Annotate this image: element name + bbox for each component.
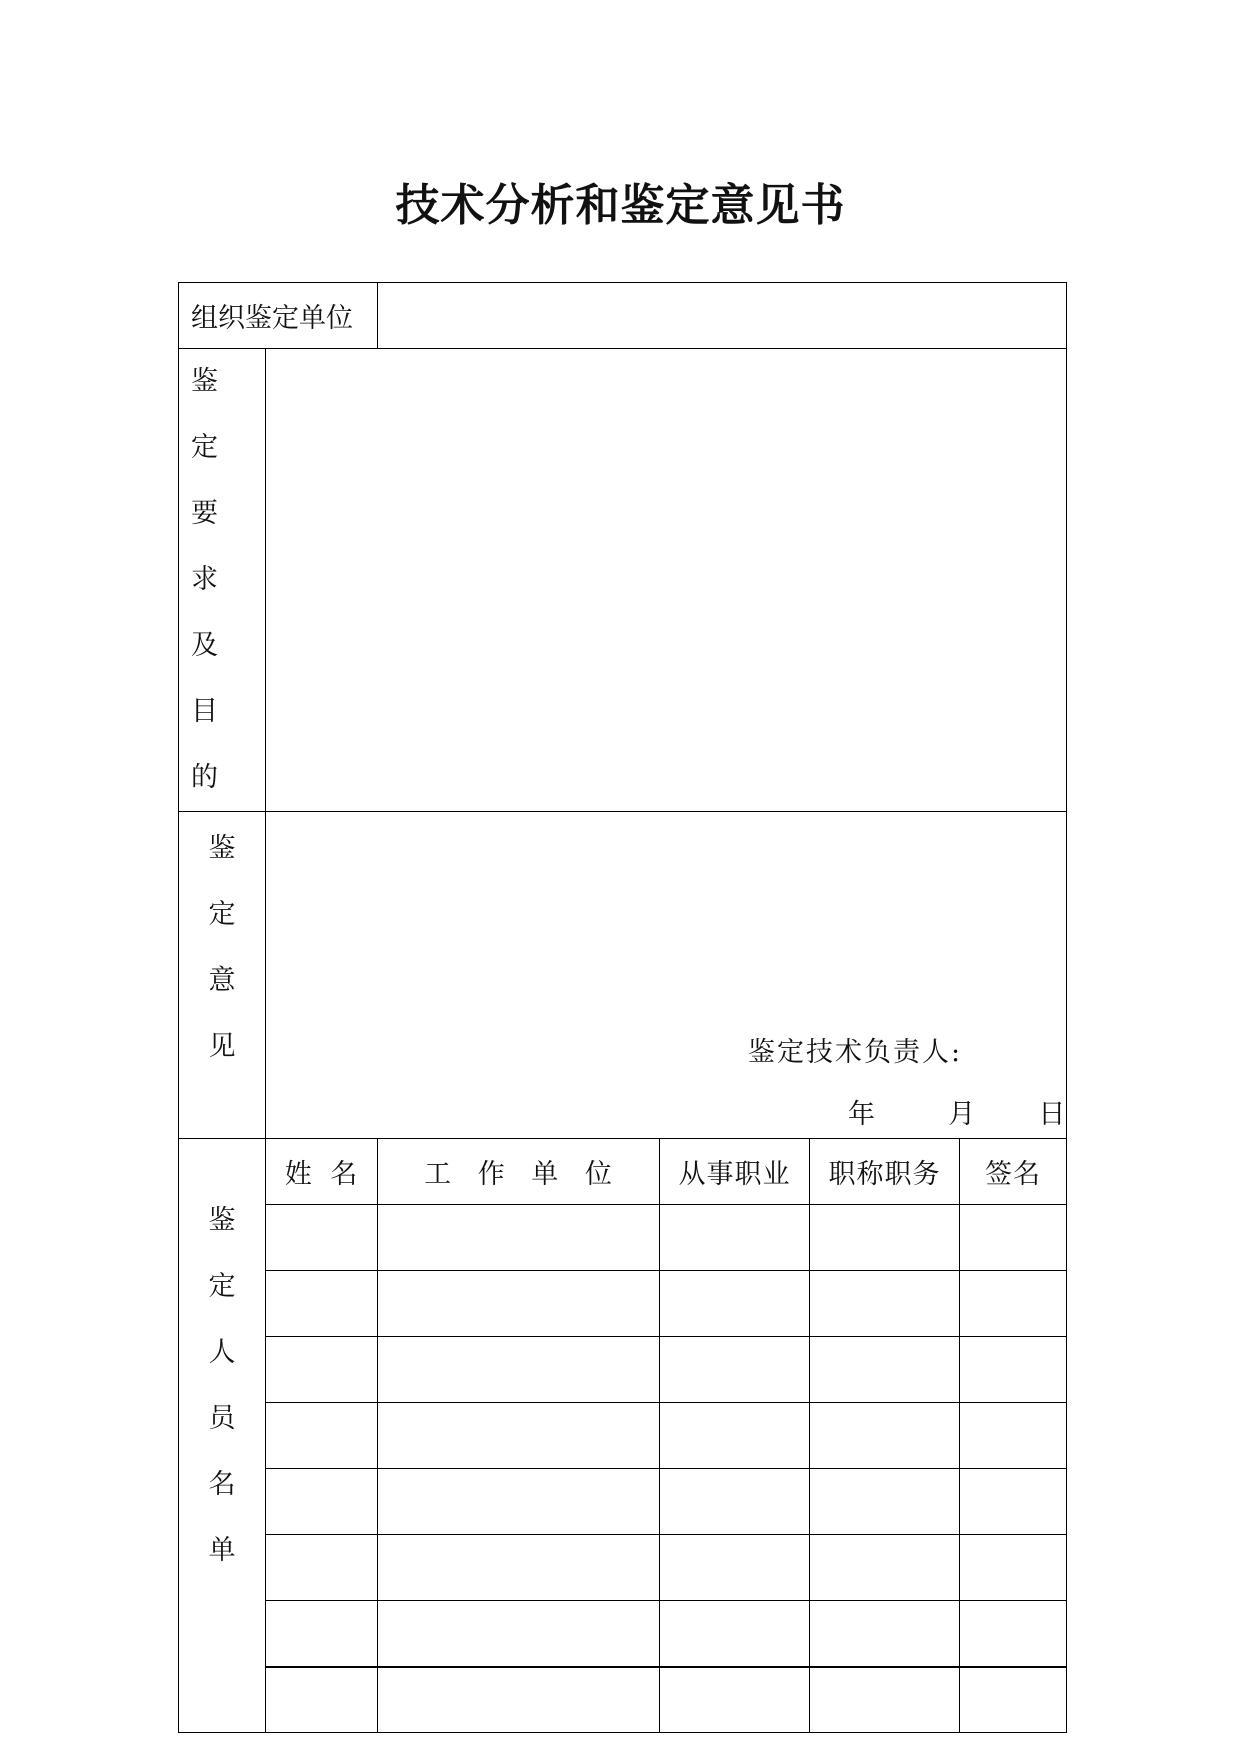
- signature-cell[interactable]: [960, 1403, 1067, 1469]
- name-cell[interactable]: [266, 1271, 378, 1337]
- occupation-cell[interactable]: [660, 1469, 810, 1535]
- workplace-cell[interactable]: [378, 1469, 660, 1535]
- name-cell[interactable]: [266, 1337, 378, 1403]
- requirements-label: 鉴定要求及目的: [191, 366, 226, 793]
- name-cell[interactable]: [266, 1535, 378, 1601]
- table-row: [179, 1271, 1067, 1337]
- opinion-date: [848, 1092, 1065, 1131]
- occupation-cell[interactable]: [660, 1271, 810, 1337]
- workplace-cell[interactable]: [378, 1403, 660, 1469]
- requirements-label-cell: [179, 349, 266, 812]
- org-unit-row: [179, 283, 1067, 349]
- opinion-label-cell: [179, 812, 266, 1139]
- table-row: [179, 1403, 1067, 1469]
- workplace-cell[interactable]: [378, 1535, 660, 1601]
- opinion-row: [179, 812, 1067, 1139]
- appraisal-form: [178, 282, 1067, 1733]
- personnel-header-row: [179, 1139, 1067, 1205]
- workplace-cell[interactable]: [378, 1667, 660, 1733]
- signature-cell[interactable]: [960, 1535, 1067, 1601]
- requirements-row: [179, 349, 1067, 812]
- title-cell[interactable]: [810, 1469, 960, 1535]
- requirements-field[interactable]: [266, 349, 1067, 812]
- table-row: [179, 1601, 1067, 1667]
- date-year: 年: [848, 1099, 875, 1130]
- col-signature-header: 签名: [960, 1139, 1067, 1205]
- table-row: [179, 1337, 1067, 1403]
- occupation-cell[interactable]: [660, 1337, 810, 1403]
- org-unit-label: 组织鉴定单位: [179, 283, 378, 349]
- title-cell[interactable]: [810, 1403, 960, 1469]
- occupation-cell[interactable]: [660, 1667, 810, 1733]
- name-cell[interactable]: [266, 1469, 378, 1535]
- table-row: [179, 1535, 1067, 1601]
- name-cell[interactable]: [266, 1667, 378, 1733]
- table-row: [179, 1205, 1067, 1271]
- document-title: 技术分析和鉴定意见书: [395, 180, 846, 231]
- title-cell[interactable]: [810, 1535, 960, 1601]
- name-cell[interactable]: [266, 1601, 378, 1667]
- occupation-cell[interactable]: [660, 1535, 810, 1601]
- title-cell[interactable]: [810, 1337, 960, 1403]
- opinion-field[interactable]: [266, 812, 1067, 1139]
- title-cell[interactable]: [810, 1205, 960, 1271]
- table-row: [179, 1469, 1067, 1535]
- signature-cell[interactable]: [960, 1271, 1067, 1337]
- occupation-cell[interactable]: [660, 1601, 810, 1667]
- col-workplace-header: 工 作 单 位: [378, 1139, 660, 1205]
- workplace-cell[interactable]: [378, 1337, 660, 1403]
- personnel-label: 鉴定人员名单: [208, 1204, 236, 1566]
- occupation-cell[interactable]: [660, 1403, 810, 1469]
- col-title-header: 职称职务: [810, 1139, 960, 1205]
- name-cell[interactable]: [266, 1205, 378, 1271]
- org-unit-field[interactable]: [378, 283, 1067, 349]
- col-name-header: 姓 名: [266, 1139, 378, 1205]
- date-day: 日: [1038, 1099, 1066, 1130]
- workplace-cell[interactable]: [378, 1205, 660, 1271]
- personnel-label-cell: [179, 1139, 266, 1733]
- signature-cell[interactable]: [960, 1601, 1067, 1667]
- title-cell[interactable]: [810, 1271, 960, 1337]
- table-row: [179, 1667, 1067, 1733]
- workplace-cell[interactable]: [378, 1601, 660, 1667]
- signature-cell[interactable]: [960, 1205, 1067, 1271]
- opinion-label: 鉴定意见: [208, 833, 236, 1062]
- opinion-signer: 鉴定技术负责人:: [748, 1037, 963, 1068]
- date-month: 月: [948, 1099, 976, 1130]
- title-cell[interactable]: [810, 1601, 960, 1667]
- occupation-cell[interactable]: [660, 1205, 810, 1271]
- col-occupation-header: 从事职业: [660, 1139, 810, 1205]
- workplace-cell[interactable]: [378, 1271, 660, 1337]
- title-cell[interactable]: [810, 1667, 960, 1733]
- name-cell[interactable]: [266, 1403, 378, 1469]
- signature-cell[interactable]: [960, 1337, 1067, 1403]
- signature-cell[interactable]: [960, 1667, 1067, 1733]
- signature-cell[interactable]: [960, 1469, 1067, 1535]
